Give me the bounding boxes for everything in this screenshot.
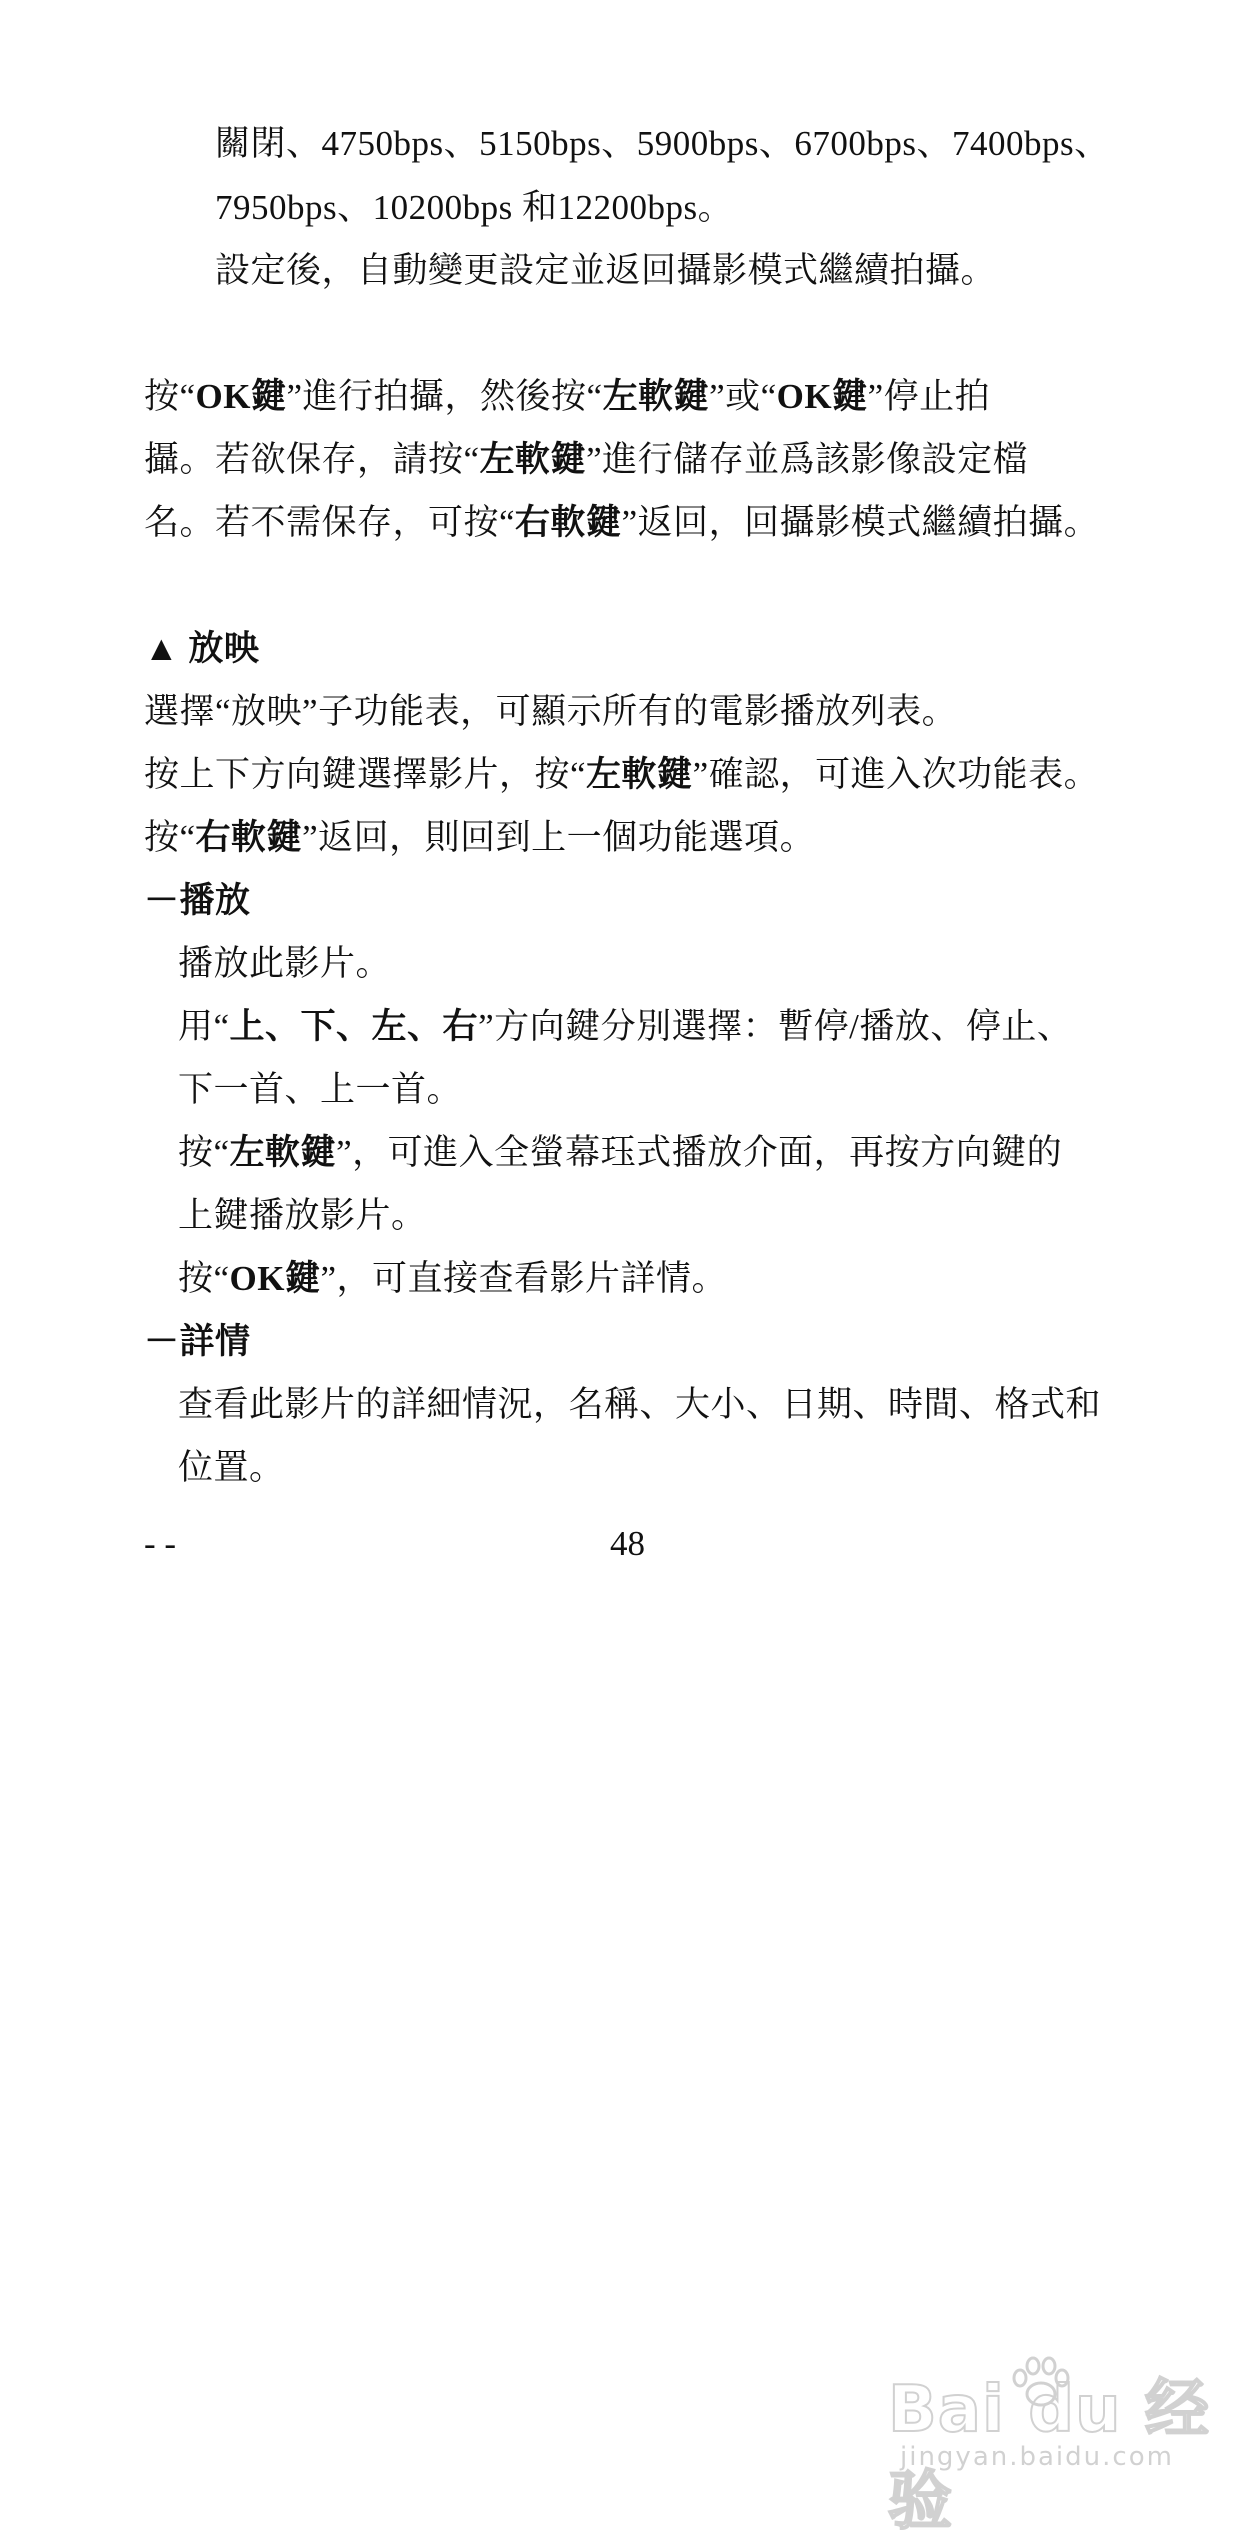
watermark-url: jingyan.baidu.com — [900, 2442, 1174, 2472]
text-line: 按“OK鍵”，可直接查看影片詳情。 — [178, 1259, 728, 1298]
text-line: 按“左軟鍵”，可進入全螢幕珏式播放介面，再按方向鍵的 — [178, 1133, 1063, 1172]
text-line: 用“上、下、左、右”方向鍵分別選擇：暫停/播放、停止、 — [178, 1007, 1073, 1046]
text-line: 下一首、上一首。 — [178, 1070, 463, 1109]
text-line: 關閉、4750bps、5150bps、5900bps、6700bps、7400bps、 — [215, 124, 1110, 163]
watermark-logo: Bai du 经验 — [888, 2373, 1210, 2539]
page-number: 48 — [610, 1524, 645, 1563]
paragraph-line: 名。若不需保存，可按“右軟鍵”返回，回攝影模式繼續拍攝。 — [144, 503, 1100, 542]
text-line: 設定後，自動變更設定並返回攝影模式繼續拍攝。 — [215, 251, 997, 290]
text-line: 播放此影片。 — [178, 944, 392, 983]
paragraph-line: 攝。若欲保存，請按“左軟鍵”進行儲存並爲該影像設定檔 — [144, 440, 1029, 479]
subsection-heading: －詳情 — [144, 1322, 251, 1361]
paragraph-line: 按“OK鍵”進行拍攝，然後按“左軟鍵”或“OK鍵”停止拍 — [144, 377, 991, 416]
text-line: 7950bps、10200bps 和12200bps。 — [215, 188, 734, 227]
watermark — [888, 2358, 1218, 2539]
text-line: 查看此影片的詳細情況，名稱、大小、日期、時間、格式和 — [178, 1385, 1102, 1424]
text-line: 上鍵播放影片。 — [178, 1196, 427, 1235]
section-heading: ▲ 放映 — [144, 629, 260, 668]
text-line: 位置。 — [178, 1448, 285, 1487]
paw-icon — [1006, 2352, 1076, 2412]
paragraph-line: 按上下方向鍵選擇影片，按“左軟鍵”確認，可進入次功能表。 — [144, 755, 1100, 794]
paragraph-line: 選擇“放映”子功能表，可顯示所有的電影播放列表。 — [144, 692, 958, 731]
paragraph-line: 按“右軟鍵”返回，則回到上一個功能選項。 — [144, 818, 816, 857]
footer-dashes: - - — [144, 1524, 177, 1563]
subsection-heading: －播放 — [144, 881, 251, 920]
